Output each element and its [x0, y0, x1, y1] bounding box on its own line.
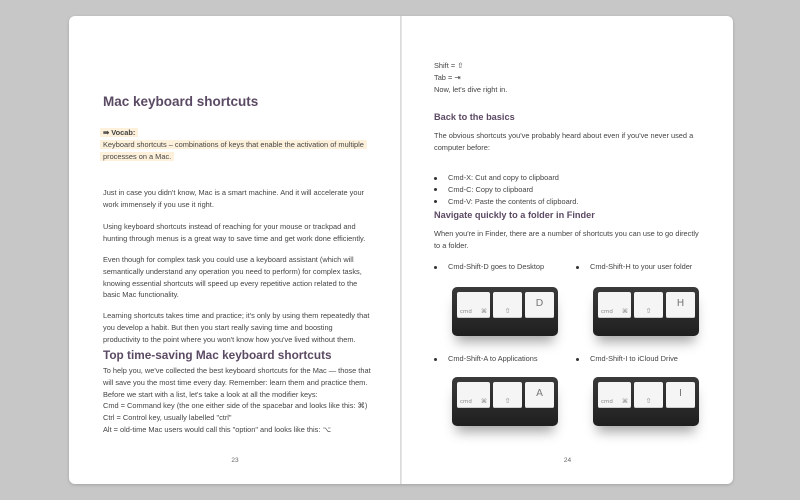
shift-icon: ⇧ — [645, 397, 652, 405]
paragraph-intro — [103, 187, 364, 211]
cmd-icon: ⌘ — [481, 308, 487, 315]
vocab-box — [100, 127, 367, 162]
shift-key — [493, 382, 522, 408]
letter-key: D — [525, 292, 554, 318]
shift-icon: ⇧ — [645, 307, 652, 315]
cmd-key: cmd ⌘ — [457, 292, 490, 318]
paragraph-line: When you're in Finder, there are a number of shortcuts you can use to go directly — [434, 229, 699, 238]
paragraph-practice — [103, 310, 369, 345]
vocab-definition-line-1: Keyboard shortcuts – combinations of keys that enable the activation of multiple — [100, 140, 367, 149]
keyboard-illustration-user-folder — [593, 287, 699, 336]
cmd-key: cmd ⌘ — [598, 292, 631, 318]
cmd-key: cmd ⌘ — [598, 382, 631, 408]
section-title: Top time-saving Mac keyboard shortcuts — [103, 348, 332, 362]
paragraph-line: Learning shortcuts takes time and practice; it's only by using them repeatedly that — [103, 311, 370, 320]
shift-icon: ⇧ — [504, 397, 511, 405]
tab-symbol-line: Tab = ⇥ — [434, 72, 461, 82]
letter-key: I — [666, 382, 695, 408]
paragraph-line: Ctrl = Control key, usually labelled "ctrl" — [103, 413, 232, 423]
paragraph-line: computer before: — [434, 142, 490, 152]
paragraph-line: Before we start with a list, let's take a look at all the modifier keys: — [103, 389, 318, 399]
list-item: Cmd-V: Paste the contents of clipboard. — [434, 196, 578, 208]
cmd-icon: ⌘ — [622, 308, 628, 315]
shift-key — [634, 382, 663, 408]
bullet-icon — [434, 358, 437, 361]
shift-symbol-line: Shift = ⇧ — [434, 61, 464, 70]
paragraph-line: Cmd = Command key (the one either side of the spacebar and looks like this: ⌘) — [103, 401, 368, 411]
cmd-icon: ⌘ — [622, 398, 628, 405]
paragraph-line: knowing essential shortcuts will speed up every repetitive action related to the — [103, 278, 358, 288]
page-number-left: 23 — [231, 457, 239, 464]
paragraph-line: you develop a habit. But then you start really saving time and boosting — [103, 322, 333, 332]
bullet-icon — [576, 266, 579, 269]
paragraph-line: Just in case you didn't know, Mac is a smart machine. And it will accelerate your — [103, 188, 365, 197]
vocab-label: ⇛ Vocab: — [100, 128, 138, 137]
book-spread — [69, 16, 733, 484]
finder-intro — [434, 228, 699, 252]
paragraph-line: semantically understand any operation you need to perform) for complex tasks, — [103, 266, 362, 276]
paragraph-line: Alt = old-time Mac users would call this "option" and looks like this: ⌥ — [103, 424, 331, 434]
cmd-icon: ⌘ — [481, 398, 487, 405]
page-title: Mac keyboard shortcuts — [103, 94, 259, 109]
page-number-right: 24 — [563, 457, 572, 464]
shift-key — [634, 292, 663, 318]
basics-intro — [434, 130, 693, 154]
finder-item-label: Cmd-Shift-H to your user folder — [590, 262, 693, 271]
basics-list — [434, 172, 578, 207]
bullet-icon — [434, 266, 437, 269]
modifier-symbols — [434, 60, 507, 95]
letter-key: H — [666, 292, 695, 318]
paragraph-line: to a folder. — [434, 240, 469, 250]
keyboard-illustration-icloud-drive — [593, 377, 699, 426]
basics-title: Back to the basics — [434, 112, 515, 122]
paragraph-line: basic Mac functionality. — [103, 290, 179, 300]
finder-item-label: Cmd-Shift-A to Applications — [448, 354, 538, 363]
paragraph-line: productivity to the point where you won't know how you've lived without them. — [103, 334, 356, 344]
keyboard-illustration-applications — [452, 377, 558, 426]
cmd-key: cmd ⌘ — [457, 382, 490, 408]
shift-icon: ⇧ — [504, 307, 511, 315]
right-page — [402, 16, 733, 484]
paragraph-line: The obvious shortcuts you've probably heard about even if you've never used a — [434, 131, 694, 140]
paragraph-modifier-keys — [103, 365, 371, 436]
shift-key — [493, 292, 522, 318]
paragraph-keyboard-assistant — [103, 254, 362, 301]
vocab-definition-line-2: processes on a Mac. — [100, 152, 174, 161]
list-item: Cmd-C: Copy to clipboard — [434, 184, 578, 196]
finder-item-label: Cmd-Shift-I to iCloud Drive — [590, 354, 678, 363]
bullet-icon — [576, 358, 579, 361]
finder-item-label: Cmd-Shift-D goes to Desktop — [448, 262, 545, 271]
dive-in-line: Now, let's dive right in. — [434, 84, 508, 94]
paragraph-line: To help you, we've collected the best keyboard shortcuts for the Mac — those that — [103, 366, 371, 375]
letter-key: A — [525, 382, 554, 408]
finder-title: Navigate quickly to a folder in Finder — [434, 210, 595, 220]
paragraph-line: will save you the most time every day. Remember: learn them and practice them. — [103, 377, 368, 387]
keyboard-illustration-desktop — [452, 287, 558, 336]
left-page — [69, 16, 401, 484]
paragraph-line: Even though for complex task you could use a keyboard assistant (which will — [103, 255, 354, 264]
list-item: Cmd-X: Cut and copy to clipboard — [434, 172, 578, 184]
paragraph-line: work immensely if you use it right. — [103, 199, 214, 209]
paragraph-line: Using keyboard shortcuts instead of reaching for your mouse or trackpad and — [103, 222, 356, 231]
paragraph-line: hunting through menus is a great way to save time and get work done efficiently. — [103, 233, 366, 243]
paragraph-shortcuts-benefit — [103, 221, 365, 245]
